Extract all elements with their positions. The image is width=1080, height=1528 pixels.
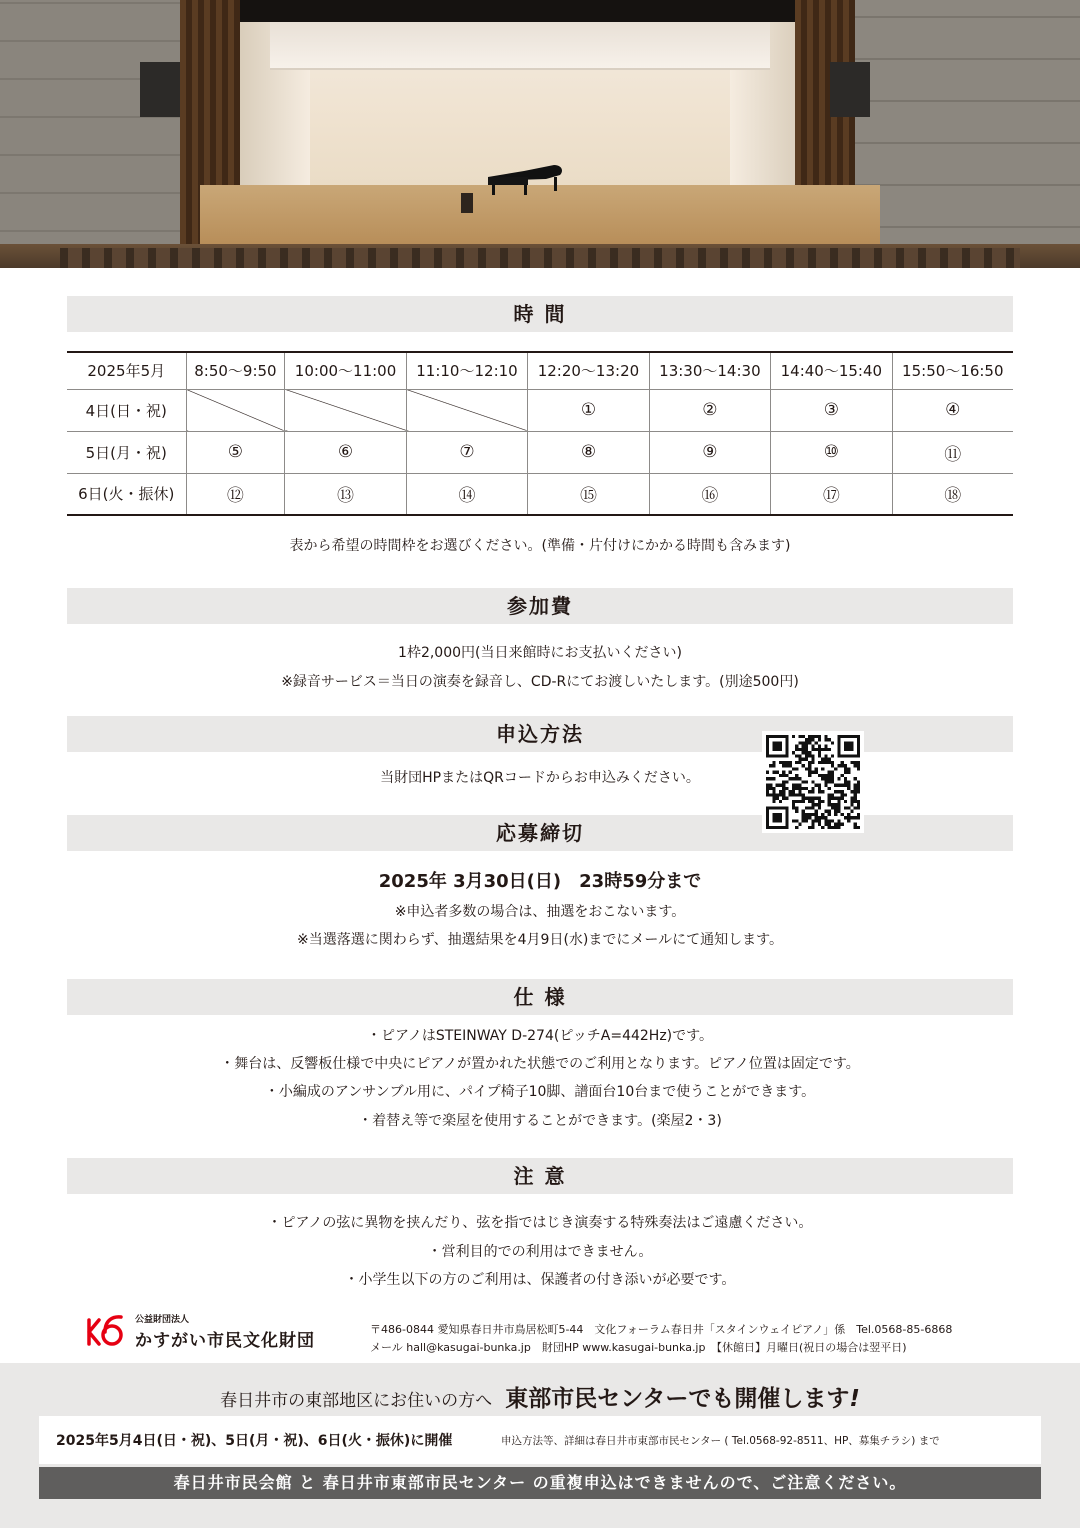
section-heading-spec: 仕 様	[67, 979, 1013, 1015]
time-slot-header: 14:40〜15:40	[771, 352, 892, 389]
slot-number: ⑨	[702, 442, 718, 462]
time-slot-header: 10:00〜11:00	[285, 352, 406, 389]
slot-unavailable	[285, 389, 406, 431]
slot-cell	[649, 473, 770, 515]
slot-cell	[406, 431, 527, 473]
speaker-right	[830, 62, 870, 117]
slot-cell	[528, 389, 649, 431]
slot-cell	[771, 431, 892, 473]
slot-cell	[649, 389, 770, 431]
schedule-row-day6	[67, 473, 1013, 515]
schedule-day-label: 5日(月・祝)	[67, 431, 186, 473]
hero-photo-concert-hall	[0, 0, 1080, 268]
east-center-lead	[0, 1380, 1080, 1413]
section-heading-apply: 申込方法	[67, 716, 1013, 752]
slot-cell	[892, 431, 1013, 473]
schedule-header-month: 2025年5月	[67, 352, 186, 389]
slot-number: ⑬	[337, 486, 355, 507]
time-slot-header: 13:30〜14:30	[649, 352, 770, 389]
slot-number: ⑥	[337, 442, 354, 462]
slot-number: ①	[580, 400, 597, 420]
audience-seats	[60, 248, 1020, 268]
org-name: かすがい市民文化財団	[135, 1331, 315, 1351]
slot-number: ⑧	[580, 442, 597, 462]
hall-wall-right	[850, 0, 1080, 268]
spec-line-2: ・舞台は、反響板仕様で中央にピアノが置かれた状態でのご利用となります。ピアノ位置は固定です。	[220, 1056, 860, 1072]
stage-ceiling	[270, 22, 770, 70]
time-slot-header: 12:20〜13:20	[528, 352, 649, 389]
org-type: 公益財団法人	[135, 1315, 190, 1325]
time-slot-header: 15:50〜16:50	[892, 352, 1013, 389]
slot-cell	[892, 389, 1013, 431]
proscenium-top	[210, 0, 830, 22]
deadline-date: 2025年 3月30日(日) 23時59分まで	[378, 871, 702, 892]
slot-cell	[892, 473, 1013, 515]
east-center-headline: 東部市民センターでも開催します	[505, 1386, 850, 1412]
foundation-logo-icon	[85, 1312, 125, 1348]
slot-number: ⑰	[822, 486, 840, 507]
slot-number: ⑫	[226, 486, 244, 507]
slot-number: ⑤	[227, 442, 244, 462]
notice-line-2: ・営利目的での利用はできません。	[427, 1244, 653, 1260]
qr-code-icon	[766, 735, 860, 829]
fee-line-1: 1枠2,000円(当日来館時にお支払いください)	[398, 645, 682, 661]
slot-number: ⑭	[458, 486, 476, 507]
org-contact: メール hall@kasugai-bunka.jp 財団HP www.kasugai-bunka.jp 【休館日】月曜日(祝日の場合は翌平日)	[370, 1341, 907, 1354]
section-heading-deadline: 応募締切	[67, 815, 1013, 851]
fee-line-2: ※録音サービス＝当日の演奏を録音し、CD-Rにてお渡しいたします。(別途500円)	[281, 674, 799, 690]
piano-stool	[461, 193, 473, 213]
exclaim-mark: !	[849, 1386, 860, 1412]
section-heading-fee: 参加費	[67, 588, 1013, 624]
slot-number: ④	[945, 400, 961, 420]
east-center-dates: 2025年5月4日(日・祝)、5日(月・祝)、6日(火・振休)に開催	[56, 1433, 453, 1449]
schedule-day-label: 6日(火・振休)	[67, 473, 186, 515]
section-heading-notice: 注 意	[67, 1158, 1013, 1194]
slot-number: ⑩	[823, 442, 839, 462]
schedule-header-row	[67, 352, 1013, 389]
section-heading-time: 時 間	[67, 296, 1013, 332]
deadline-note-1: ※申込者多数の場合は、抽選をおこないます。	[394, 904, 686, 920]
east-center-announcement	[0, 1363, 1080, 1528]
slot-number: ⑪	[944, 444, 962, 465]
notice-line-1: ・ピアノの弦に異物を挟んだり、弦を指ではじき演奏する特殊奏法はご遠慮ください。	[267, 1215, 813, 1231]
slot-number: ②	[702, 400, 718, 420]
slot-cell	[528, 473, 649, 515]
slot-cell	[528, 431, 649, 473]
slot-cell	[186, 431, 285, 473]
slot-cell	[406, 473, 527, 515]
qr-code[interactable]	[762, 731, 864, 833]
spec-line-4: ・着替え等で楽屋を使用することができます。(楽屋2・3)	[358, 1113, 722, 1129]
schedule-row-day4	[67, 389, 1013, 431]
slot-cell	[771, 389, 892, 431]
deadline-note-2: ※当選落選に関わらず、抽選結果を4月9日(水)までにメールにて通知します。	[297, 932, 783, 948]
slot-cell	[186, 473, 285, 515]
organization-block	[85, 1310, 385, 1352]
notice-line-3: ・小学生以下の方のご利用は、保護者の付き添いが必要です。	[344, 1272, 736, 1288]
slot-number: ⑯	[701, 486, 719, 507]
apply-line-1: 当財団HPまたはQRコードからお申込みください。	[380, 770, 700, 786]
east-center-lead-text: 春日井市の東部地区にお住いの方へ	[220, 1391, 493, 1411]
slot-number: ③	[823, 400, 839, 420]
slot-cell	[771, 473, 892, 515]
slot-number: ⑮	[579, 486, 597, 507]
schedule-note: 表から希望の時間枠をお選びください。(準備・片付けにかかる時間も含みます)	[289, 538, 791, 554]
schedule-row-day5	[67, 431, 1013, 473]
time-slot-header: 8:50〜9:50	[186, 352, 285, 389]
grand-piano-icon	[484, 163, 566, 195]
east-center-info-box	[39, 1416, 1041, 1464]
slot-cell	[649, 431, 770, 473]
speaker-left	[140, 62, 180, 117]
time-slot-header: 11:10〜12:10	[406, 352, 527, 389]
schedule-table	[67, 351, 1013, 516]
slot-cell	[285, 473, 406, 515]
slot-cell	[285, 431, 406, 473]
slot-unavailable	[186, 389, 285, 431]
duplicate-warning: 春日井市民会館 と 春日井市東部市民センター の重複申込はできませんので、ご注意ください。	[39, 1467, 1041, 1499]
schedule-day-label: 4日(日・祝)	[67, 389, 186, 431]
slot-unavailable	[406, 389, 527, 431]
east-center-details: 申込方法等、詳細は春日井市東部市民センター ( Tel.0568-92-8511、HP、募集チラシ) まで	[501, 1435, 940, 1447]
slot-number: ⑦	[459, 442, 475, 462]
spec-line-1: ・ピアノはSTEINWAY D-274(ピッチA=442Hz)です。	[366, 1028, 714, 1044]
spec-line-3: ・小編成のアンサンブル用に、パイプ椅子10脚、譜面台10台まで使うことができます。	[264, 1084, 816, 1100]
slot-number: ⑱	[944, 486, 962, 507]
org-address: 〒486-0844 愛知県春日井市鳥居松町5-44 文化フォーラム春日井「スタインウェイピアノ」係 Tel.0568-85-6868	[370, 1323, 953, 1336]
